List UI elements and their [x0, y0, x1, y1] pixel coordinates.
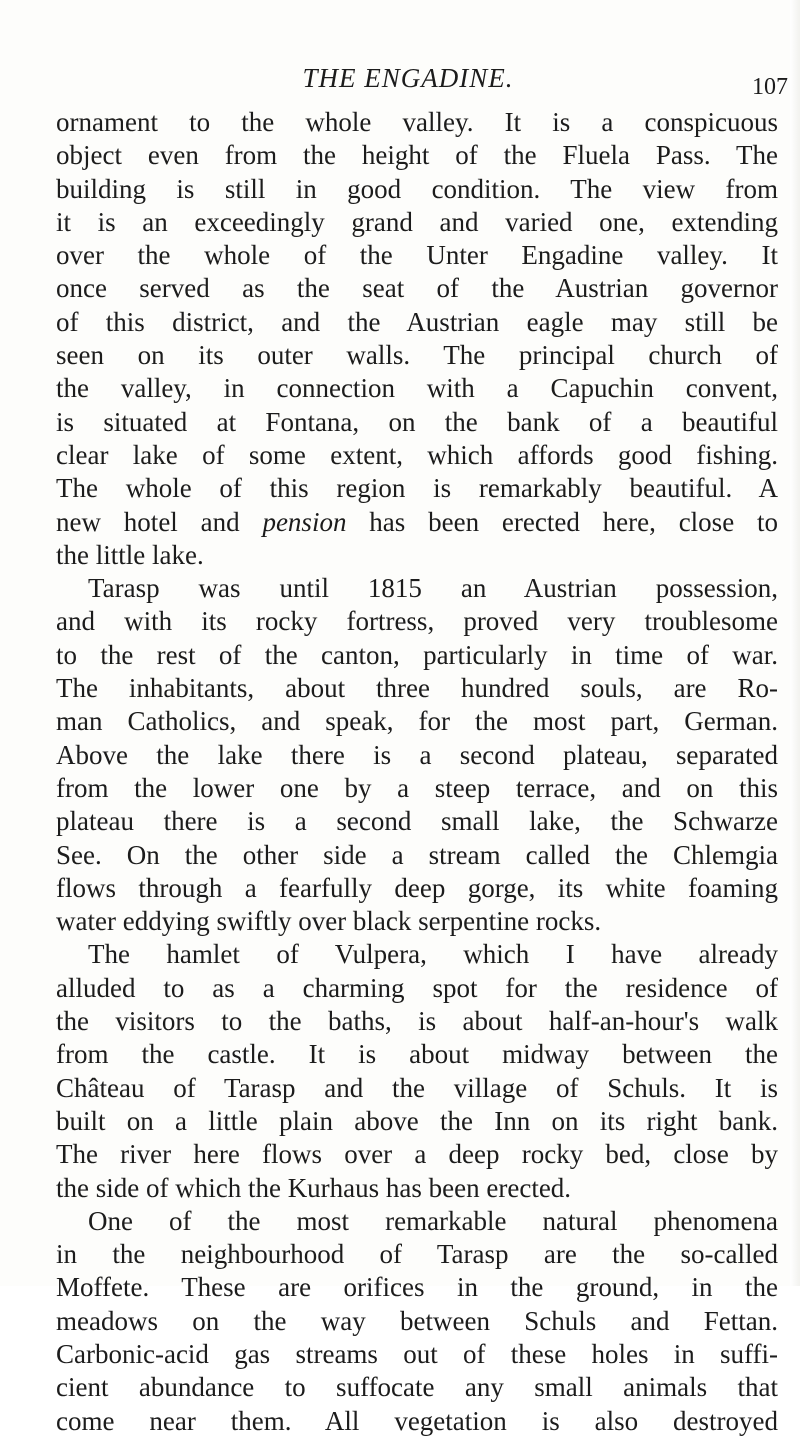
running-head — [0, 58, 800, 98]
text-line: cient abundance to suffocate any small animals that — [56, 1372, 778, 1403]
text-line: The inhabitants, about three hundred souls, are Ro- — [56, 673, 778, 704]
text-line: from the lower one by a steep terrace, and on this — [56, 772, 778, 803]
text-line: Château of Tarasp and the village of Schuls. It is — [56, 1072, 778, 1103]
body-text — [56, 106, 778, 1438]
text-line: seen on its outer walls. The principal church of — [56, 340, 778, 371]
text-line: Moffete. These are orifices in the ground, in the — [56, 1272, 778, 1303]
text-line: man Catholics, and speak, for the most part, German. — [56, 706, 778, 737]
text-line: new hotel and pension has been erected here, close to — [56, 506, 778, 537]
text-line: flows through a fearfully deep gorge, its white foaming — [56, 872, 778, 903]
text-line: it is an exceedingly grand and varied one, extending — [56, 206, 778, 237]
text-line: building is still in good condition. The view from — [56, 173, 778, 204]
text-line: ornament to the whole valley. It is a conspicuous — [56, 107, 778, 137]
page-number: 107 — [752, 74, 788, 100]
text-line: clear lake of some extent, which affords good fishing. — [56, 439, 778, 470]
text-line: See. On the other side a stream called the Chlemgia — [56, 839, 778, 870]
text-line: water eddying swiftly over black serpentine rocks. — [56, 906, 602, 937]
text-line: the little lake. — [56, 539, 204, 570]
text-line: to the rest of the canton, particularly in time of war. — [56, 639, 778, 670]
text-line: built on a little plain above the Inn on its right bank. — [56, 1105, 778, 1136]
text-line: The whole of this region is remarkably beautiful. A — [56, 473, 778, 504]
text-line: Carbonic-acid gas streams out of these holes in suffi- — [56, 1338, 778, 1369]
text-line: come near them. All vegetation is also destroyed — [56, 1405, 778, 1436]
text-line: One of the most remarkable natural phenomena — [88, 1205, 778, 1236]
text-line: once served as the seat of the Austrian governor — [56, 273, 778, 304]
page-edge-shadow — [790, 0, 800, 1286]
text-line: alluded to as a charming spot for the residence of — [56, 972, 778, 1003]
text-line: object even from the height of the Fluela Pass. The — [56, 140, 778, 171]
text-line: the visitors to the baths, is about half-an-hour's walk — [56, 1006, 778, 1037]
italic-word: pension — [262, 506, 347, 537]
text-line: and with its rocky fortress, proved very troublesome — [56, 606, 778, 637]
text-line: over the whole of the Unter Engadine valley. It — [56, 240, 778, 271]
running-title: THE ENGADINE. — [302, 63, 514, 93]
text-line: the valley, in connection with a Capuchin convent, — [56, 373, 778, 404]
text-line: from the castle. It is about midway between the — [56, 1039, 778, 1070]
text-line: The river here flows over a deep rocky bed, close by — [56, 1139, 778, 1170]
text-line: in the neighbourhood of Tarasp are the so-called — [56, 1239, 778, 1270]
text-line: Tarasp was until 1815 an Austrian possession, — [88, 573, 778, 604]
text-line: plateau there is a second small lake, the Schwarze — [56, 806, 778, 837]
text-line: of this district, and the Austrian eagle may still be — [56, 306, 778, 337]
text-line: Above the lake there is a second plateau, separated — [56, 739, 778, 770]
text-line: meadows on the way between Schuls and Fettan. — [56, 1305, 778, 1336]
text-line: the side of which the Kurhaus has been erected. — [56, 1172, 572, 1203]
text-line: is situated at Fontana, on the bank of a beautiful — [56, 406, 778, 437]
text-line: The hamlet of Vulpera, which I have already — [88, 939, 778, 970]
